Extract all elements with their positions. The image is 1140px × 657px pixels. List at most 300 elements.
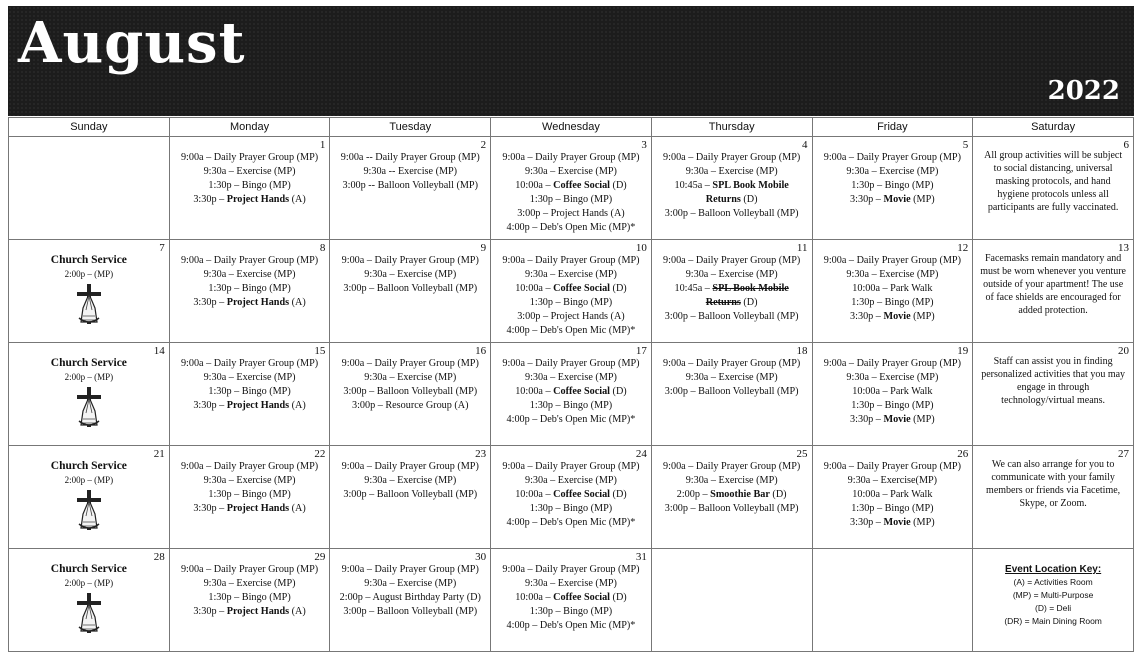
- day-cell-25: [651, 446, 812, 549]
- event-time: 9:30a – Exercise (MP): [364, 578, 457, 589]
- event-time: 3:30p –: [850, 194, 884, 205]
- event-time: 3:30p –: [850, 414, 884, 425]
- event-item: [652, 474, 812, 488]
- event-list: [491, 549, 651, 633]
- day-cell-19: [812, 343, 973, 446]
- event-item: [813, 179, 973, 193]
- event-item: [813, 385, 973, 399]
- event-list: [652, 240, 812, 324]
- day-number: 7: [159, 242, 165, 254]
- day-cell-12: [812, 240, 973, 343]
- day-cell-1: [169, 137, 330, 240]
- day-number: 9: [480, 242, 487, 254]
- year-title: 2022: [1047, 76, 1120, 106]
- event-item: [170, 460, 330, 474]
- event-time: 9:30a – Exercise (MP): [524, 578, 617, 589]
- event-item: [652, 357, 812, 371]
- event-time: 9:30a – Exercise (MP): [203, 269, 296, 280]
- event-list: [330, 549, 490, 619]
- day-cell-9: [330, 240, 491, 343]
- event-item: [330, 254, 490, 268]
- announcement-note: Facemasks remain mandatory and must be worn whenever you venture outside of your apartment! The use of face shields are encouraged for added protection.: [980, 253, 1126, 316]
- event-time: 4:00p – Deb's Open Mic (MP)*: [506, 325, 636, 336]
- event-item: [491, 563, 651, 577]
- event-item: [170, 371, 330, 385]
- event-time: 9:00a – Daily Prayer Group (MP): [502, 358, 640, 369]
- church-service: [9, 446, 169, 532]
- event-list: [652, 446, 812, 516]
- event-item: [170, 474, 330, 488]
- church-service-time: 2:00p – (MP): [64, 578, 114, 588]
- event-time: 9:00a – Daily Prayer Group (MP): [180, 358, 319, 369]
- event-time: 3:30p –: [193, 606, 227, 617]
- church-service-title: Church Service: [50, 254, 127, 266]
- day-cell-17: [491, 343, 652, 446]
- event-item: [813, 516, 973, 530]
- praying-hands-cross-icon: [71, 591, 107, 635]
- month-title: August: [18, 10, 246, 76]
- event-time: 1:30p – Bingo (MP): [208, 386, 291, 397]
- event-time: 9:30a – Exercise (MP): [203, 166, 296, 177]
- day-cell-3: [491, 137, 652, 240]
- event-time: 1:30p – Bingo (MP): [851, 180, 934, 191]
- day-number: 10: [635, 242, 647, 254]
- church-service-time: 2:00p – (MP): [64, 475, 114, 485]
- event-time: 2:00p – August Birthday Party (D): [339, 592, 481, 603]
- event-location: (D): [740, 297, 758, 308]
- event-time: 9:00a – Daily Prayer Group (MP): [663, 358, 801, 369]
- praying-hands-cross-icon: [71, 385, 107, 429]
- day-number: 12: [957, 242, 969, 254]
- event-highlight: Project Hands: [226, 503, 290, 514]
- event-list: [170, 137, 330, 207]
- event-item: [652, 502, 812, 516]
- event-item: [652, 385, 812, 399]
- event-item: [813, 488, 973, 502]
- day-cell-15: [169, 343, 330, 446]
- event-item: [330, 488, 490, 502]
- church-service-time: 2:00p – (MP): [64, 269, 114, 279]
- event-location: (A): [289, 297, 306, 308]
- event-item: [652, 165, 812, 179]
- event-time: 1:30p – Bingo (MP): [851, 503, 934, 514]
- day-cell-4: [651, 137, 812, 240]
- event-highlight: Movie: [883, 517, 911, 528]
- event-item: [330, 577, 490, 591]
- event-location: (A): [289, 503, 306, 514]
- event-item: [330, 357, 490, 371]
- event-item: [813, 282, 973, 296]
- event-item: [170, 151, 330, 165]
- event-time: 9:00a – Daily Prayer Group (MP): [823, 358, 961, 369]
- day-number: 31: [635, 551, 647, 563]
- event-item: [330, 385, 490, 399]
- event-location: (D): [610, 592, 627, 603]
- event-time: 10:00a –: [515, 386, 554, 397]
- event-list: [330, 446, 490, 502]
- event-highlight: Movie: [883, 414, 911, 425]
- event-item: [170, 254, 330, 268]
- header-banner: [8, 6, 1134, 116]
- church-service-title: Church Service: [50, 357, 127, 369]
- day-cell-27: [973, 446, 1134, 549]
- event-time: 9:30a – Exercise (MP): [685, 372, 778, 383]
- event-time: 1:30p – Bingo (MP): [529, 297, 613, 308]
- event-time: 1:30p – Bingo (MP): [851, 400, 934, 411]
- event-item: [330, 268, 490, 282]
- event-time: 9:30a – Exercise (MP): [524, 475, 617, 486]
- event-time: 10:00a – Park Walk: [852, 386, 933, 397]
- week-row: [9, 240, 1134, 343]
- day-cell-2: [330, 137, 491, 240]
- day-cell-7: [9, 240, 170, 343]
- day-cell-18: [651, 343, 812, 446]
- event-location: (A): [289, 194, 306, 205]
- event-item: [491, 324, 651, 338]
- event-list: [170, 549, 330, 619]
- day-number: 19: [957, 345, 969, 357]
- event-cancelled: SPL Book Mobile: [712, 283, 789, 294]
- event-time: 9:30a – Exercise (MP): [364, 475, 457, 486]
- event-time: 4:00p – Deb's Open Mic (MP)*: [506, 414, 636, 425]
- weekday-monday: Monday: [169, 118, 330, 137]
- day-number: 28: [153, 551, 165, 563]
- event-time: 9:00a – Daily Prayer Group (MP): [502, 564, 640, 575]
- day-number: 30: [475, 551, 487, 563]
- event-time: 3:30p –: [850, 517, 884, 528]
- praying-hands-cross-icon: [71, 282, 107, 326]
- event-time: 3:00p – Balloon Volleyball (MP): [343, 606, 478, 617]
- event-item: [491, 399, 651, 413]
- day-number: 14: [153, 345, 165, 357]
- event-list: [170, 446, 330, 516]
- event-time: 10:45a –: [674, 180, 713, 191]
- event-item: [170, 591, 330, 605]
- event-item: [170, 165, 330, 179]
- event-time: 9:00a – Daily Prayer Group (MP): [502, 255, 640, 266]
- event-time: 9:30a – Exercise (MP): [203, 578, 296, 589]
- church-service-time: 2:00p – (MP): [64, 372, 114, 382]
- weekday-saturday: Saturday: [973, 118, 1134, 137]
- event-list: [170, 240, 330, 310]
- day-cell-8: [169, 240, 330, 343]
- event-time: 9:30a – Exercise (MP): [685, 269, 778, 280]
- event-list: [330, 240, 490, 296]
- event-time: 10:00a – Park Walk: [852, 283, 933, 294]
- event-highlight: Coffee Social: [553, 489, 610, 500]
- event-item: [330, 179, 490, 193]
- weekday-header-row: [9, 118, 1134, 137]
- event-item: [652, 310, 812, 324]
- event-time: 3:00p – Balloon Volleyball (MP): [664, 503, 799, 514]
- event-time: 1:30p – Bingo (MP): [208, 592, 291, 603]
- event-highlight: Project Hands: [226, 400, 290, 411]
- event-item: [330, 165, 490, 179]
- event-item: [813, 296, 973, 310]
- event-time: 9:00a – Daily Prayer Group (MP): [823, 152, 961, 163]
- event-list: [491, 137, 651, 235]
- announcement-note: We can also arrange for you to communicate with your family members or friends via Facetime, Skype, or Zoom.: [986, 459, 1121, 509]
- day-number: 13: [1118, 242, 1129, 254]
- event-time: 3:00p – Balloon Volleyball (MP): [343, 386, 478, 397]
- event-highlight: Coffee Social: [553, 180, 610, 191]
- day-number: 1: [319, 139, 326, 151]
- day-number: 6: [1123, 139, 1129, 151]
- day-cell-26: [812, 446, 973, 549]
- day-number: 11: [796, 242, 808, 254]
- day-cell-10: [491, 240, 652, 343]
- day-number: 29: [314, 551, 326, 563]
- event-cancelled: Returns: [705, 297, 741, 308]
- day-cell-28: [9, 549, 170, 652]
- event-time: 9:30a – Exercise (MP): [524, 372, 617, 383]
- event-time: 9:00a – Daily Prayer Group (MP): [823, 461, 961, 472]
- week-row: [9, 137, 1134, 240]
- day-cell-14: [9, 343, 170, 446]
- day-cell-24: [491, 446, 652, 549]
- event-time: 3:30p –: [193, 503, 227, 514]
- event-item: [491, 221, 651, 235]
- event-item: [491, 474, 651, 488]
- event-list: [170, 343, 330, 413]
- event-item: [491, 577, 651, 591]
- event-item: [652, 296, 812, 310]
- event-item: [491, 310, 651, 324]
- event-item: [491, 357, 651, 371]
- event-location: (A): [289, 606, 306, 617]
- event-list: [330, 137, 490, 193]
- event-item: [652, 207, 812, 221]
- week-row: [9, 343, 1134, 446]
- event-item: [491, 516, 651, 530]
- event-item: [813, 193, 973, 207]
- event-item: [330, 282, 490, 296]
- event-item: [491, 488, 651, 502]
- event-item: [652, 193, 812, 207]
- event-item: [170, 193, 330, 207]
- event-item: [330, 371, 490, 385]
- event-item: [491, 179, 651, 193]
- day-number: 21: [153, 448, 165, 460]
- event-time: 9:00a – Daily Prayer Group (MP): [502, 152, 640, 163]
- event-time: 10:00a –: [515, 592, 554, 603]
- empty-cell: [651, 549, 812, 652]
- event-item: [813, 151, 973, 165]
- church-service: [9, 343, 169, 429]
- event-item: [170, 268, 330, 282]
- event-item: [813, 310, 973, 324]
- event-highlight: Returns: [705, 194, 741, 205]
- announcement-note: All group activities will be subject to social distancing, universal masking protocols, and hand hygiene protocols unless all participants are fully vaccinated.: [984, 150, 1123, 213]
- event-time: 3:00p – Project Hands (A): [517, 311, 625, 322]
- event-location: (MP): [910, 414, 935, 425]
- day-cell-5: [812, 137, 973, 240]
- day-number: 20: [1118, 345, 1129, 357]
- day-number: 17: [635, 345, 647, 357]
- day-number: 3: [641, 139, 647, 151]
- event-time: 9:00a – Daily Prayer Group (MP): [341, 255, 479, 266]
- event-item: [330, 563, 490, 577]
- location-key-item: (MP) = Multi-Purpose: [1012, 590, 1094, 600]
- event-time: 10:45a –: [674, 283, 713, 294]
- event-time: 9:00a – Daily Prayer Group (MP): [341, 358, 479, 369]
- event-item: [491, 151, 651, 165]
- event-time: 1:30p – Bingo (MP): [529, 400, 613, 411]
- event-time: 9:30a – Exercise (MP): [685, 475, 778, 486]
- event-location: (A): [289, 400, 306, 411]
- calendar-grid: [8, 117, 1134, 652]
- event-item: [813, 357, 973, 371]
- event-list: [330, 343, 490, 413]
- event-item: [652, 371, 812, 385]
- event-time: 1:30p – Bingo (MP): [529, 194, 613, 205]
- event-time: 9:30a – Exercise (MP): [846, 372, 939, 383]
- announcement-note: Staff can assist you in finding personalized activities that you may engage in through technology/virtual means.: [981, 356, 1126, 406]
- event-list: [813, 446, 973, 530]
- event-item: [652, 179, 812, 193]
- event-time: 9:00a – Daily Prayer Group (MP): [663, 461, 801, 472]
- event-time: 9:30a – Exercise(MP): [847, 475, 938, 486]
- event-list: [813, 137, 973, 207]
- event-time: 9:00a – Daily Prayer Group (MP): [663, 255, 801, 266]
- event-time: 3:00p – Balloon Volleyball (MP): [664, 311, 799, 322]
- event-highlight: SPL Book Mobile: [712, 180, 789, 191]
- day-cell-29: [169, 549, 330, 652]
- event-time: 1:30p – Bingo (MP): [208, 283, 291, 294]
- weekday-tuesday: Tuesday: [330, 118, 491, 137]
- event-time: 9:30a – Exercise (MP): [364, 269, 457, 280]
- day-number: 8: [319, 242, 326, 254]
- empty-cell: [973, 549, 1134, 652]
- event-item: [330, 151, 490, 165]
- day-cell-16: [330, 343, 491, 446]
- day-cell-13: [973, 240, 1134, 343]
- day-cell-23: [330, 446, 491, 549]
- event-time: 9:30a -- Exercise (MP): [363, 166, 458, 177]
- event-item: [813, 165, 973, 179]
- day-number: 26: [957, 448, 969, 460]
- event-time: 9:00a – Daily Prayer Group (MP): [180, 564, 319, 575]
- day-number: 5: [962, 139, 969, 151]
- event-item: [491, 619, 651, 633]
- day-number: 27: [1118, 448, 1129, 460]
- event-time: 10:00a –: [515, 180, 554, 191]
- event-item: [330, 591, 490, 605]
- week-row: [9, 549, 1134, 652]
- event-time: 9:00a – Daily Prayer Group (MP): [180, 152, 319, 163]
- event-time: 10:00a – Park Walk: [852, 489, 933, 500]
- event-item: [170, 563, 330, 577]
- church-service: [9, 549, 169, 635]
- event-time: 1:30p – Bingo (MP): [529, 503, 613, 514]
- day-cell-30: [330, 549, 491, 652]
- event-item: [652, 488, 812, 502]
- event-item: [491, 385, 651, 399]
- event-time: 9:00a – Daily Prayer Group (MP): [663, 152, 801, 163]
- event-item: [170, 296, 330, 310]
- event-item: [330, 399, 490, 413]
- day-cell-21: [9, 446, 170, 549]
- event-time: 9:00a – Daily Prayer Group (MP): [823, 255, 961, 266]
- event-time: 9:00a – Daily Prayer Group (MP): [180, 461, 319, 472]
- event-item: [330, 605, 490, 619]
- event-location: (D): [610, 489, 627, 500]
- event-time: 1:30p – Bingo (MP): [529, 606, 613, 617]
- event-item: [813, 399, 973, 413]
- day-cell-11: [651, 240, 812, 343]
- event-location: (D): [610, 180, 627, 191]
- day-number: 16: [475, 345, 487, 357]
- event-highlight: Coffee Social: [553, 592, 610, 603]
- event-item: [652, 254, 812, 268]
- event-item: [652, 460, 812, 474]
- event-time: 9:30a – Exercise (MP): [203, 372, 296, 383]
- event-time: 3:00p – Balloon Volleyball (MP): [343, 489, 478, 500]
- event-item: [170, 502, 330, 516]
- church-service-title: Church Service: [50, 460, 127, 472]
- event-time: 3:00p – Balloon Volleyball (MP): [664, 208, 799, 219]
- event-time: 3:30p –: [193, 400, 227, 411]
- event-item: [170, 488, 330, 502]
- weekday-thursday: Thursday: [651, 118, 812, 137]
- event-list: [813, 240, 973, 324]
- empty-cell: [9, 137, 170, 240]
- location-key-item: (A) = Activities Room: [1013, 577, 1093, 587]
- day-number: 18: [796, 345, 808, 357]
- event-time: 9:30a – Exercise (MP): [524, 166, 617, 177]
- event-time: 4:00p – Deb's Open Mic (MP)*: [506, 517, 636, 528]
- event-item: [170, 179, 330, 193]
- event-list: [652, 137, 812, 221]
- event-time: 9:30a – Exercise (MP): [685, 166, 778, 177]
- event-item: [330, 474, 490, 488]
- event-highlight: Movie: [883, 194, 911, 205]
- event-time: 4:00p – Deb's Open Mic (MP)*: [506, 620, 636, 631]
- event-list: [491, 343, 651, 427]
- event-item: [813, 460, 973, 474]
- week-row: [9, 446, 1134, 549]
- day-number: 2: [480, 139, 487, 151]
- event-item: [170, 357, 330, 371]
- event-item: [491, 502, 651, 516]
- event-item: [491, 282, 651, 296]
- event-time: 9:00a – Daily Prayer Group (MP): [341, 461, 479, 472]
- event-time: 3:00p – Resource Group (A): [351, 400, 469, 411]
- weekday-sunday: Sunday: [9, 118, 170, 137]
- event-item: [652, 268, 812, 282]
- day-number: 25: [796, 448, 808, 460]
- event-location: (MP): [910, 517, 935, 528]
- weekday-wednesday: Wednesday: [491, 118, 652, 137]
- event-list: [491, 446, 651, 530]
- event-time: 3:00p -- Balloon Volleyball (MP): [342, 180, 478, 191]
- event-item: [652, 282, 812, 296]
- event-item: [813, 254, 973, 268]
- event-item: [813, 474, 973, 488]
- event-highlight: Coffee Social: [553, 386, 610, 397]
- event-item: [813, 502, 973, 516]
- event-item: [491, 413, 651, 427]
- event-highlight: Project Hands: [226, 194, 290, 205]
- location-key-title: Event Location Key:: [1005, 564, 1102, 575]
- event-item: [491, 460, 651, 474]
- event-item: [170, 605, 330, 619]
- day-cell-31: [491, 549, 652, 652]
- event-list: [652, 343, 812, 399]
- event-item: [491, 371, 651, 385]
- event-time: 1:30p – Bingo (MP): [851, 297, 934, 308]
- event-highlight: Coffee Social: [553, 283, 610, 294]
